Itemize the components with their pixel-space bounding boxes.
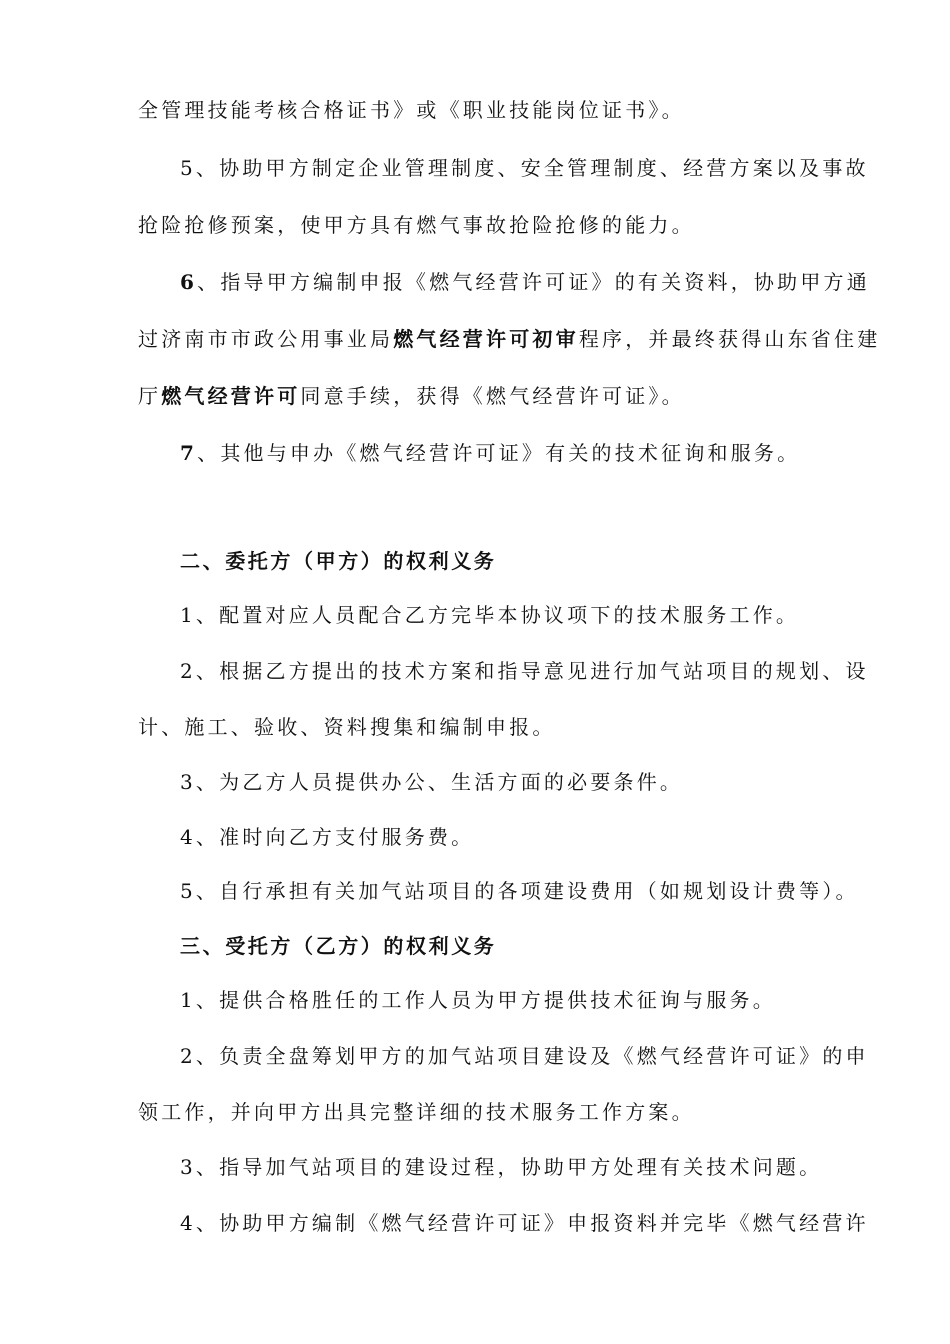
item-5-line-1: 5、协助甲方制定企业管理制度、安全管理制度、经营方案以及事故 [180,156,869,180]
item-6-text-b: 程序，并最终获得山东省住建 [578,327,881,351]
paragraph-line: 全管理技能考核合格证书》或《职业技能岗位证书》。 [138,98,685,122]
item-5-line-2: 抢险抢修预案，使甲方具有燃气事故抢险抢修的能力。 [138,213,695,237]
section-2-item-2-line-2: 计、施工、验收、资料搜集和编制申报。 [138,715,556,739]
item-6-text: 、指导甲方编制申报《燃气经营许可证》的有关资料，协助甲方通 [197,270,870,294]
section-3-item-1: 1、提供合格胜任的工作人员为甲方提供技术征询与服务。 [180,988,776,1012]
section-2-item-3: 3、为乙方人员提供办公、生活方面的必要条件。 [180,770,684,794]
item-7-text: 、其他与申办《燃气经营许可证》有关的技术征询和服务。 [197,441,801,465]
item-6-bold-phrase: 燃气经营许可初审 [393,327,579,351]
item-6-line-1 [180,268,870,296]
item-7-number: 7 [180,441,198,465]
item-6-text-a: 过济南市市政公用事业局 [138,327,394,351]
section-2-item-2-line-1: 2、根据乙方提出的技术方案和指导意见进行加气站项目的规划、设 [180,659,869,683]
item-6-line-2 [138,325,881,353]
section-2-item-1: 1、配置对应人员配合乙方完毕本协议项下的技术服务工作。 [180,603,800,627]
section-2-item-5: 5、自行承担有关加气站项目的各项建设费用（如规划设计费等）。 [180,879,859,903]
item-6-text-d: 同意手续，获得《燃气经营许可证》。 [300,384,685,408]
item-6-number: 6 [180,270,198,294]
section-heading-2: 二、委托方（甲方）的权利义务 [180,549,497,573]
section-3-item-4-line-1: 4、协助甲方编制《燃气经营许可证》申报资料并完毕《燃气经营许 [180,1211,869,1235]
section-2-item-4: 4、准时向乙方支付服务费。 [180,825,475,849]
item-6-bold-phrase-2: 燃气经营许可 [161,384,301,408]
section-heading-3: 三、受托方（乙方）的权利义务 [180,934,497,958]
section-3-item-3: 3、指导加气站项目的建设过程，协助甲方处理有关技术问题。 [180,1155,823,1179]
item-7-line [180,439,858,467]
item-6-text-c: 厅 [138,384,162,408]
section-3-item-2-line-1: 2、负责全盘筹划甲方的加气站项目建设及《燃气经营许可证》的申 [180,1044,869,1068]
item-6-line-3 [138,382,858,410]
section-3-item-2-line-2: 领工作，并向甲方出具完整详细的技术服务工作方案。 [138,1100,695,1124]
